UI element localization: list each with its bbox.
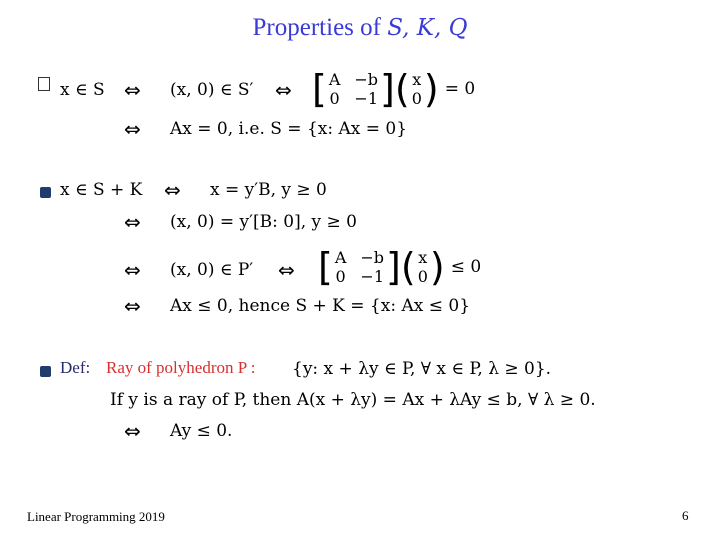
- iff-arrow-icon: ⇔: [124, 78, 141, 102]
- bullet-icon: [40, 362, 51, 381]
- iff-arrow-icon: ⇔: [278, 258, 295, 282]
- def-label: Def:: [60, 358, 91, 377]
- ray-implication: If y is a ray of P, then A(x + λy) = Ax + λAy ≤ b, ∀ λ ≥ 0.: [110, 390, 596, 410]
- iff-arrow-icon: ⇔: [124, 258, 141, 282]
- block2-line3-mid: (x, 0) ∈ P′: [170, 260, 254, 280]
- ray-condition: Ay ≤ 0.: [170, 421, 233, 441]
- page-number: 6: [682, 508, 689, 523]
- iff-arrow-icon: ⇔: [275, 78, 292, 102]
- iff-arrow-icon: ⇔: [124, 419, 141, 443]
- block1-line2: Ax = 0, i.e. S = {x: Ax = 0}: [170, 119, 408, 139]
- block2-rhs: x = y′B, y ≥ 0: [210, 180, 327, 200]
- matrix-equation-1: [ A 0 −b −1 ] ( x 0 ) = 0: [312, 67, 476, 111]
- iff-arrow-icon: ⇔: [124, 117, 141, 141]
- block2-lhs: x ∈ S + K: [60, 180, 143, 200]
- title-text: Properties of: [252, 14, 381, 41]
- iff-arrow-icon: ⇔: [124, 210, 141, 234]
- block1-mid: (x, 0) ∈ S′: [170, 80, 254, 100]
- ray-definition-label: Ray of polyhedron P :: [106, 358, 256, 377]
- slide-title: [0, 14, 720, 42]
- ray-set: {y: x + λy ∈ P, ∀ x ∈ P, λ ≥ 0}.: [292, 359, 552, 379]
- block2-line2: (x, 0) = y′[B: 0], y ≥ 0: [170, 212, 357, 232]
- iff-arrow-icon: ⇔: [124, 294, 141, 318]
- footer-course: Linear Programming 2019: [27, 509, 165, 524]
- bullet-open-icon: [38, 76, 50, 95]
- title-vars: S, K, Q: [387, 15, 468, 41]
- iff-arrow-icon: ⇔: [164, 178, 181, 202]
- matrix-equation-2: [ A 0 −b −1 ] ( x 0 ) ≤ 0: [318, 245, 482, 289]
- block1-lhs: x ∈ S: [60, 80, 105, 100]
- bullet-icon: [40, 183, 51, 202]
- block2-line4: Ax ≤ 0, hence S + K = {x: Ax ≤ 0}: [170, 296, 471, 316]
